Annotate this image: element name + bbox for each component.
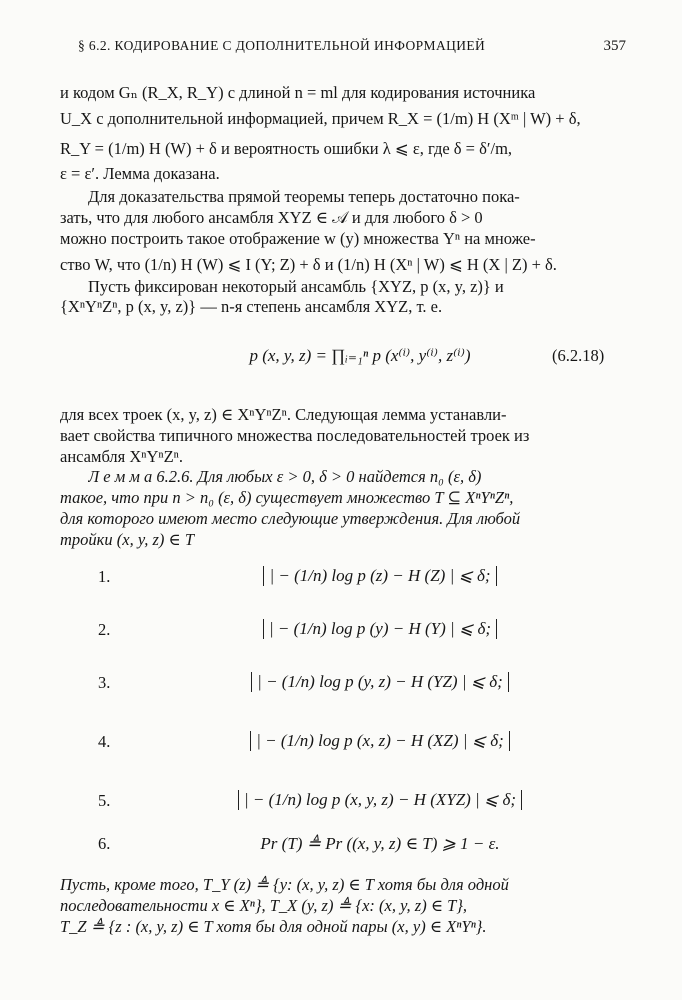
text-line: и кодом Gₙ (R_X, R_Y) с длиной n = ml для кодирования источника — [60, 83, 536, 102]
item-formula-text: | − (1/n) log p (x, y, z) − H (XYZ) | ⩽ δ; — [238, 790, 522, 810]
text-line: для которого имеют место следующие утверждения. Для любой — [60, 509, 521, 528]
item-formula — [170, 790, 590, 810]
item-formula — [170, 619, 590, 639]
text-line: Пусть, кроме того, T_Y (z) ≜ {y: (x, y, z) ∈ T хотя бы для одной — [60, 875, 509, 894]
item-formula — [170, 566, 590, 586]
item-formula-text: | − (1/n) log p (y, z) − H (YZ) | ⩽ δ; — [251, 672, 509, 692]
text-line: тройки (x, y, z) ∈ T — [60, 530, 195, 549]
section-title: § 6.2. КОДИРОВАНИЕ С ДОПОЛНИТЕЛЬНОЙ ИНФОРМАЦИЕЙ — [78, 38, 486, 53]
text-line: R_Y = (1/m) H (W) + δ и вероятность ошибки λ ⩽ ε, где δ = δ′/m, — [60, 139, 513, 158]
item-formula-text: | − (1/n) log p (y) − H (Y) | ⩽ δ; — [263, 619, 497, 639]
text-line: последовательности x ∈ Xⁿ}, T_X (y, z) ≜ {x: (x, y, z) ∈ T}, — [60, 896, 468, 915]
text-line: вает свойства типичного множества последовательностей троек из — [60, 426, 530, 445]
text-line: Пусть фиксирован некоторый ансамбль {XYZ, p (x, y, z)} и — [88, 277, 504, 296]
text-line: ε = ε′. Лемма доказана. — [60, 164, 220, 183]
text-line: T_Z ≜ {z : (x, y, z) ∈ T хотя бы для одной пары (x, y) ∈ XⁿYⁿ}. — [60, 917, 487, 936]
item-number: 2. — [98, 620, 111, 639]
item-formula-text: | − (1/n) log p (z) − H (Z) | ⩽ δ; — [263, 566, 496, 586]
item-number: 6. — [98, 834, 111, 853]
item-number: 1. — [98, 567, 111, 586]
text-line: U_X с дополнительной информацией, причем R_X = (1/m) H (Xᵐ | W) + δ, — [60, 109, 581, 128]
page-number: 357 — [603, 38, 626, 54]
display-equation: p (x, y, z) = ∏ᵢ₌₁ⁿ p (x⁽ⁱ⁾, y⁽ⁱ⁾, z⁽ⁱ⁾) — [249, 346, 471, 365]
text-line: ство W, что (1/n) H (W) ⩽ I (Y; Z) + δ и (1/n) H (Xⁿ | W) ⩽ H (X | Z) + δ. — [60, 255, 557, 274]
text-line: ансамбля XⁿYⁿZⁿ. — [60, 447, 184, 466]
equation-number: (6.2.18) — [552, 346, 605, 365]
item-formula-text: Pr (T) ≜ Pr ((x, y, z) ∈ T) ⩾ 1 − ε. — [260, 834, 500, 853]
item-number: 4. — [98, 732, 111, 751]
item-formula — [170, 672, 590, 692]
text-line: Для доказательства прямой теоремы теперь достаточно пока- — [88, 187, 520, 206]
text-line: для всех троек (x, y, z) ∈ XⁿYⁿZⁿ. Следующая лемма устанавли- — [60, 405, 507, 424]
lemma-heading-line: Л е м м а 6.2.6. Для любых ε > 0, δ > 0 найдется n₀ (ε, δ) — [88, 467, 482, 486]
text-line: зать, что для любого ансамбля XYZ ∈ 𝒜 и для любого δ > 0 — [60, 208, 483, 227]
text-line: можно построить такое отображение w (y) множества Yⁿ на множе- — [60, 229, 536, 248]
text-line: такое, что при n > n₀ (ε, δ) существует множество T ⊆ XⁿYⁿZⁿ, — [60, 488, 514, 507]
item-formula-text: | − (1/n) log p (x, z) − H (XZ) | ⩽ δ; — [250, 731, 510, 751]
item-number: 5. — [98, 791, 111, 810]
item-formula — [170, 731, 590, 751]
item-number: 3. — [98, 673, 111, 692]
text-line: {XⁿYⁿZⁿ, p (x, y, z)} — n-я степень ансамбля XYZ, т. е. — [60, 297, 443, 316]
